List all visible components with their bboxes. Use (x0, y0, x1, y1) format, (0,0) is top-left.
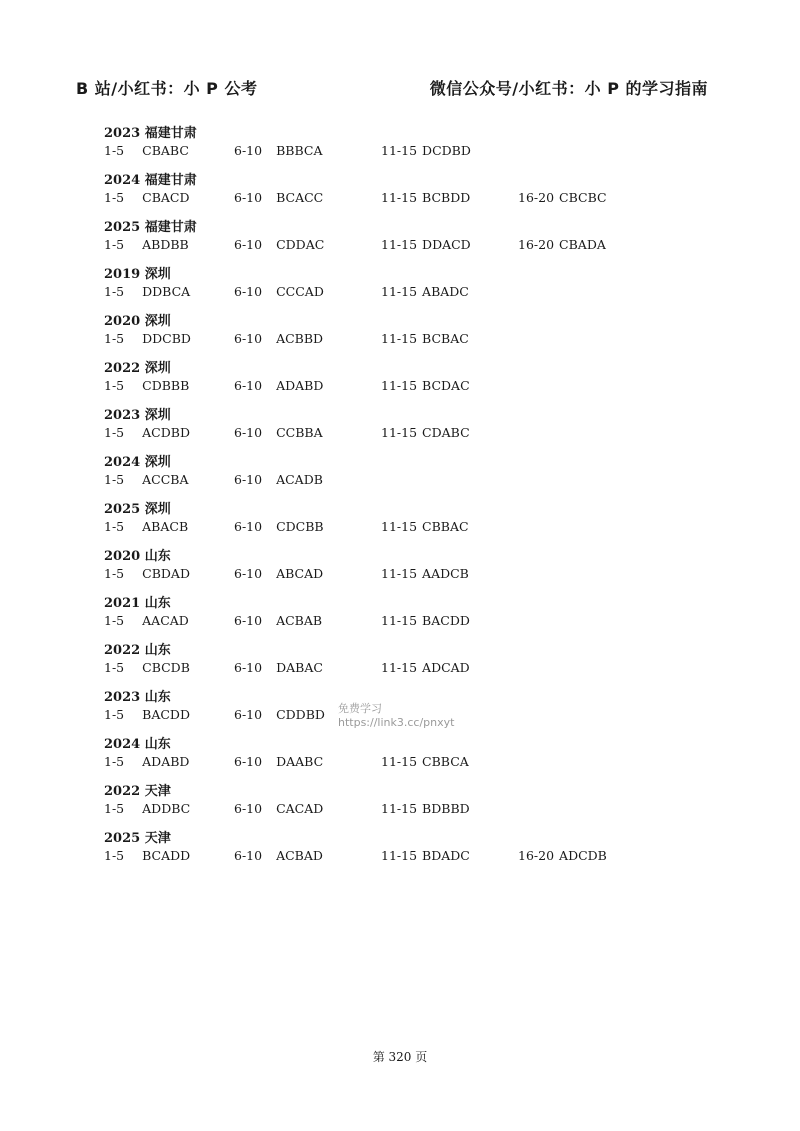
question-range: 6-10 (234, 519, 263, 534)
answer-letters: ACADB (276, 472, 323, 487)
answer-letters: BCDAC (422, 378, 470, 393)
answer-group (104, 330, 191, 348)
question-range: 6-10 (234, 801, 263, 816)
question-range: 1-5 (104, 284, 125, 299)
answer-group (381, 565, 469, 583)
answer-letters: ABACB (142, 519, 189, 534)
answer-group (518, 189, 607, 207)
question-range: 1-5 (104, 660, 125, 675)
answer-letters: CBACD (142, 190, 190, 205)
answer-block (104, 220, 724, 267)
answer-group (381, 189, 470, 207)
question-range: 11-15 (381, 425, 418, 440)
answer-group (381, 283, 469, 301)
answer-row (104, 377, 724, 395)
question-range: 11-15 (381, 331, 418, 346)
answer-group (381, 142, 471, 160)
answer-group (104, 847, 190, 865)
answer-letters: CBADA (559, 237, 606, 252)
block-title: 2020 深圳 (104, 314, 171, 329)
question-range: 11-15 (381, 519, 418, 534)
question-range: 1-5 (104, 613, 125, 628)
answer-letters: ADABD (276, 378, 324, 393)
question-range: 6-10 (234, 660, 263, 675)
block-title: 2022 深圳 (104, 361, 171, 376)
answer-letters: DAABC (276, 754, 324, 769)
answer-group (381, 847, 470, 865)
answer-group (381, 659, 470, 677)
answer-letters: ACBAB (276, 613, 323, 628)
answer-group (381, 612, 470, 630)
answer-group (104, 753, 189, 771)
question-range: 11-15 (381, 284, 418, 299)
answer-group (104, 659, 190, 677)
question-range: 1-5 (104, 425, 125, 440)
question-range: 1-5 (104, 566, 125, 581)
answer-group (234, 753, 323, 771)
answer-row (104, 283, 724, 301)
answer-row (104, 471, 724, 489)
answer-block (104, 737, 724, 784)
question-range: 11-15 (381, 613, 418, 628)
answer-row (104, 330, 724, 348)
answer-row (104, 236, 724, 254)
answer-letters: ABDBB (142, 237, 189, 252)
answer-group (104, 800, 190, 818)
question-range: 6-10 (234, 237, 263, 252)
answer-block (104, 361, 724, 408)
answer-letters: CCCAD (276, 284, 324, 299)
answer-letters: CACAD (276, 801, 324, 816)
answer-letters: ACCBA (142, 472, 189, 487)
answer-group (104, 283, 190, 301)
answer-row (104, 800, 724, 818)
answer-letters: DDBCA (142, 284, 191, 299)
answer-group (234, 471, 323, 489)
answer-row (104, 847, 724, 865)
block-title: 2024 福建甘肃 (104, 173, 197, 188)
question-range: 6-10 (234, 331, 263, 346)
block-title: 2023 福建甘肃 (104, 126, 197, 141)
answer-letters: BDBBD (422, 801, 470, 816)
question-range: 6-10 (234, 848, 263, 863)
answer-letters: CDABC (422, 425, 470, 440)
answer-letters: ADDBC (142, 801, 191, 816)
answer-letters: ACDBD (142, 425, 190, 440)
answer-group (234, 424, 323, 442)
answer-group (381, 800, 470, 818)
answer-group (104, 612, 189, 630)
question-range: 11-15 (381, 143, 418, 158)
answer-group (381, 330, 469, 348)
question-range: 1-5 (104, 848, 125, 863)
answer-block (104, 126, 724, 173)
answer-letters: BDADC (422, 848, 470, 863)
question-range: 6-10 (234, 566, 263, 581)
answer-group (234, 377, 323, 395)
answer-letters: CBCBC (559, 190, 607, 205)
question-range: 1-5 (104, 801, 125, 816)
answer-group (381, 236, 471, 254)
answer-letters: ADABD (142, 754, 190, 769)
answer-letters: CDCBB (276, 519, 324, 534)
answer-letters: CBABC (142, 143, 189, 158)
answer-letters: DABAC (276, 660, 323, 675)
answer-group (234, 565, 323, 583)
answer-group (234, 518, 324, 536)
answer-letters: BBBCA (276, 143, 323, 158)
answer-block (104, 455, 724, 502)
answer-group (234, 800, 323, 818)
question-range: 1-5 (104, 331, 125, 346)
answer-block (104, 267, 724, 314)
answer-key-list (104, 126, 724, 878)
answer-group (234, 236, 324, 254)
answer-letters: AADCB (422, 566, 469, 581)
question-range: 6-10 (234, 707, 263, 722)
block-title: 2024 深圳 (104, 455, 171, 470)
question-range: 6-10 (234, 754, 263, 769)
answer-letters: CDBBB (142, 378, 190, 393)
answer-group (518, 236, 606, 254)
answer-group (104, 236, 189, 254)
answer-group (104, 706, 190, 724)
answer-block (104, 408, 724, 455)
answer-block (104, 831, 724, 878)
question-range: 16-20 (518, 190, 555, 205)
answer-letters: CBBCA (422, 754, 469, 769)
answer-letters: ACBBD (276, 331, 324, 346)
answer-row (104, 659, 724, 677)
block-title: 2022 天津 (104, 784, 171, 799)
question-range: 1-5 (104, 190, 125, 205)
block-title: 2020 山东 (104, 549, 171, 564)
block-title: 2025 福建甘肃 (104, 220, 197, 235)
answer-block (104, 643, 724, 690)
answer-block (104, 549, 724, 596)
block-title: 2025 天津 (104, 831, 171, 846)
question-range: 11-15 (381, 660, 418, 675)
question-range: 6-10 (234, 613, 263, 628)
answer-group (104, 377, 189, 395)
answer-letters: CBBAC (422, 519, 469, 534)
block-title: 2021 山东 (104, 596, 171, 611)
answer-block (104, 502, 724, 549)
answer-block (104, 596, 724, 643)
question-range: 6-10 (234, 472, 263, 487)
watermark-link: https://link3.cc/pnxyt (338, 716, 455, 729)
answer-letters: BACDD (142, 707, 190, 722)
block-title: 2023 深圳 (104, 408, 171, 423)
answer-letters: ACBAD (276, 848, 323, 863)
answer-letters: ADCAD (422, 660, 470, 675)
answer-group (104, 565, 190, 583)
question-range: 1-5 (104, 378, 125, 393)
answer-row (104, 612, 724, 630)
answer-row (104, 142, 724, 160)
answer-block (104, 314, 724, 361)
question-range: 1-5 (104, 472, 125, 487)
question-range: 6-10 (234, 425, 263, 440)
answer-row (104, 189, 724, 207)
page-number: 第 320 页 (372, 1050, 428, 1064)
answer-group (234, 189, 323, 207)
question-range: 11-15 (381, 754, 418, 769)
answer-letters: CDDAC (276, 237, 325, 252)
question-range: 1-5 (104, 519, 125, 534)
answer-letters: BCADD (142, 848, 191, 863)
answer-letters: BCBDD (422, 190, 471, 205)
answer-letters: DCDBD (422, 143, 471, 158)
answer-group (381, 753, 469, 771)
question-range: 1-5 (104, 707, 125, 722)
header-right-text: 微信公众号/小红书：小 P 的学习指南 (429, 79, 708, 98)
answer-letters: DDACD (422, 237, 471, 252)
watermark-line-1: 免费学习 (338, 702, 382, 715)
block-title: 2025 深圳 (104, 502, 171, 517)
question-range: 16-20 (518, 237, 555, 252)
question-range: 11-15 (381, 190, 418, 205)
answer-letters: AACAD (142, 613, 189, 628)
answer-letters: BCBAC (422, 331, 469, 346)
answer-letters: BACDD (422, 613, 470, 628)
answer-group (234, 283, 324, 301)
answer-block (104, 173, 724, 220)
header-left-text: B 站/小红书：小 P 公考 (76, 79, 258, 98)
answer-group (104, 142, 189, 160)
answer-group (381, 518, 469, 536)
answer-group (104, 518, 188, 536)
answer-group (234, 612, 322, 630)
question-range: 11-15 (381, 237, 418, 252)
question-range: 11-15 (381, 801, 418, 816)
answer-letters: CBDAD (142, 566, 190, 581)
block-title: 2024 山东 (104, 737, 171, 752)
answer-group (234, 847, 323, 865)
answer-group (381, 424, 470, 442)
answer-letters: CBCDB (142, 660, 190, 675)
question-range: 11-15 (381, 378, 418, 393)
answer-group (104, 189, 190, 207)
answer-group (234, 142, 322, 160)
answer-row (104, 753, 724, 771)
answer-row (104, 518, 724, 536)
block-title: 2023 山东 (104, 690, 171, 705)
answer-group (104, 471, 189, 489)
answer-group (234, 706, 325, 724)
answer-block (104, 784, 724, 831)
answer-letters: ABCAD (276, 566, 324, 581)
question-range: 1-5 (104, 754, 125, 769)
answer-letters: DDCBD (142, 331, 191, 346)
answer-row (104, 424, 724, 442)
question-range: 1-5 (104, 237, 125, 252)
question-range: 11-15 (381, 848, 418, 863)
answer-group (104, 424, 190, 442)
question-range: 6-10 (234, 143, 263, 158)
answer-letters: CDDBD (276, 707, 325, 722)
answer-group (518, 847, 607, 865)
question-range: 6-10 (234, 190, 263, 205)
answer-letters: ADCDB (559, 848, 607, 863)
question-range: 11-15 (381, 566, 418, 581)
answer-row (104, 565, 724, 583)
block-title: 2022 山东 (104, 643, 171, 658)
question-range: 6-10 (234, 284, 263, 299)
answer-letters: BCACC (276, 190, 324, 205)
watermark (338, 702, 454, 730)
answer-group (381, 377, 470, 395)
question-range: 1-5 (104, 143, 125, 158)
answer-group (234, 659, 323, 677)
question-range: 16-20 (518, 848, 555, 863)
question-range: 6-10 (234, 378, 263, 393)
answer-letters: CCBBA (276, 425, 323, 440)
answer-letters: ABADC (422, 284, 469, 299)
block-title: 2019 深圳 (104, 267, 171, 282)
answer-group (234, 330, 323, 348)
